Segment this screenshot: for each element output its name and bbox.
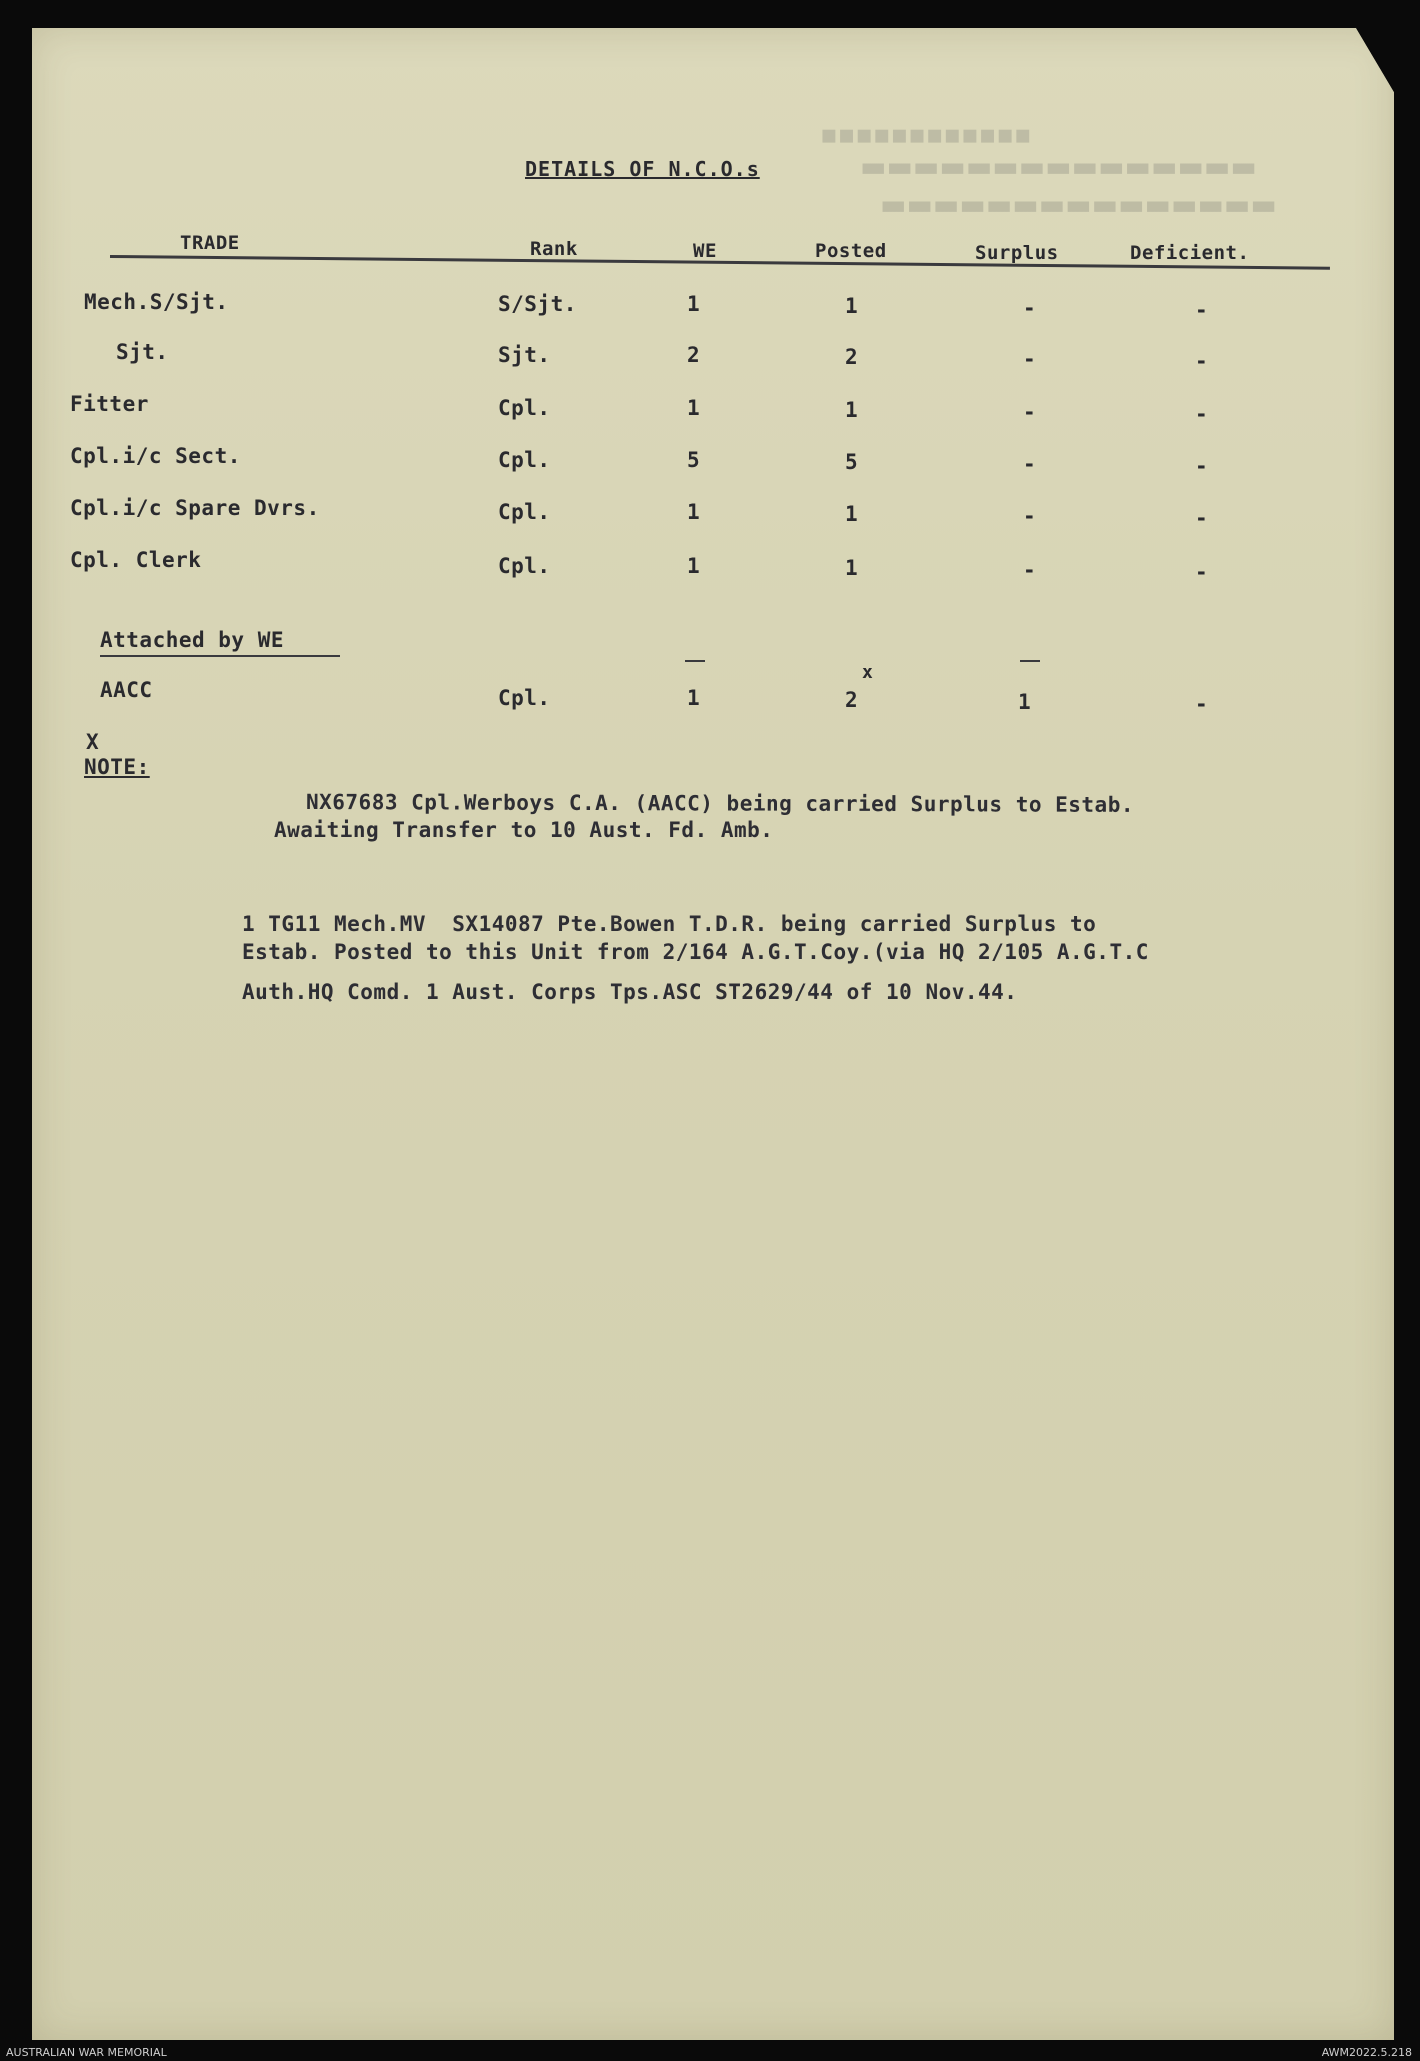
attached-tick <box>1020 660 1040 662</box>
cell-posted: 2 <box>845 688 859 712</box>
cell-trade: Cpl.i/c Sect. <box>70 444 241 468</box>
cell-we: 2 <box>687 343 701 367</box>
cell-trade: Sjt. <box>116 340 169 364</box>
cell-trade: Cpl.i/c Spare Dvrs. <box>70 496 320 520</box>
cell-deficient: - <box>1195 349 1209 373</box>
attached-tick <box>685 660 705 662</box>
cell-rank: S/Sjt. <box>498 292 577 316</box>
cell-trade: Fitter <box>70 392 149 416</box>
header-we: WE <box>693 240 717 262</box>
cell-deficient: - <box>1195 402 1209 426</box>
cell-rank: Cpl. <box>498 396 551 420</box>
cell-surplus: - <box>1023 296 1037 320</box>
note-1-line-1: NX67683 Cpl.Werboys C.A. (AACC) being carried Surplus to Estab. <box>305 790 1135 817</box>
page-title: DETAILS OF N.C.O.s <box>525 157 760 181</box>
footer-archive-name: AUSTRALIAN WAR MEMORIAL <box>6 2046 167 2059</box>
posted-mark: x <box>862 662 874 683</box>
cell-trade: Cpl. Clerk <box>70 548 202 572</box>
cell-posted: 1 <box>845 398 859 422</box>
note-mark: X <box>86 730 100 754</box>
show-through-decoration: ▪▪▪▪▪▪▪▪▪▪▪▪ <box>820 120 1032 150</box>
cell-rank: Cpl. <box>498 448 551 472</box>
header-rank: Rank <box>530 238 578 260</box>
show-through-decoration: ▬▬▬▬▬▬▬▬▬▬▬▬▬▬▬ <box>880 188 1277 221</box>
note-2-line-1: 1 TG11 Mech.MV SX14087 Pte.Bowen T.D.R. being carried Surplus to <box>242 912 1097 936</box>
cell-rank: Cpl. <box>498 686 551 710</box>
cell-surplus: - <box>1023 504 1037 528</box>
cell-we: 1 <box>687 396 701 420</box>
attached-heading: Attached by WE <box>100 628 285 652</box>
header-deficient: Deficient. <box>1130 242 1250 264</box>
note-2-line-2: Estab. Posted to this Unit from 2/164 A.G.T.Coy.(via HQ 2/105 A.G.T.C <box>242 940 1149 964</box>
cell-surplus: - <box>1023 452 1037 476</box>
show-through-decoration: ▬▬▬▬▬▬▬▬▬▬▬▬▬▬▬ <box>860 150 1257 183</box>
cell-posted: 1 <box>845 294 859 318</box>
header-surplus: Surplus <box>975 242 1059 264</box>
cell-posted: 1 <box>845 556 859 580</box>
cell-we: 5 <box>687 448 701 472</box>
cell-posted: 2 <box>845 345 859 369</box>
footer-catalogue-number: AWM2022.5.218 <box>1321 2046 1412 2059</box>
cell-deficient: - <box>1195 298 1209 322</box>
document-page <box>32 28 1394 2040</box>
cell-we: 1 <box>687 500 701 524</box>
cell-posted: 5 <box>845 450 859 474</box>
cell-surplus: - <box>1023 347 1037 371</box>
cell-trade: Mech.S/Sjt. <box>84 290 229 314</box>
cell-we: 1 <box>687 686 701 710</box>
cell-trade: AACC <box>100 678 153 702</box>
cell-rank: Sjt. <box>498 343 551 367</box>
cell-deficient: - <box>1195 692 1209 716</box>
cell-posted: 1 <box>845 502 859 526</box>
cell-rank: Cpl. <box>498 554 551 578</box>
cell-rank: Cpl. <box>498 500 551 524</box>
attached-underline <box>100 655 340 657</box>
note-label: NOTE: <box>84 755 150 779</box>
cell-surplus: - <box>1023 558 1037 582</box>
cell-deficient: - <box>1195 560 1209 584</box>
header-trade: TRADE <box>180 232 240 254</box>
note-2-line-3: Auth.HQ Comd. 1 Aust. Corps Tps.ASC ST2629/44 of 10 Nov.44. <box>242 980 1018 1004</box>
cell-deficient: - <box>1195 506 1209 530</box>
note-1-line-2: Awaiting Transfer to 10 Aust. Fd. Amb. <box>274 818 774 842</box>
cell-we: 1 <box>687 554 701 578</box>
cell-surplus: 1 <box>1018 690 1032 714</box>
header-posted: Posted <box>815 240 887 262</box>
cell-we: 1 <box>687 292 701 316</box>
cell-deficient: - <box>1195 454 1209 478</box>
cell-surplus: - <box>1023 400 1037 424</box>
